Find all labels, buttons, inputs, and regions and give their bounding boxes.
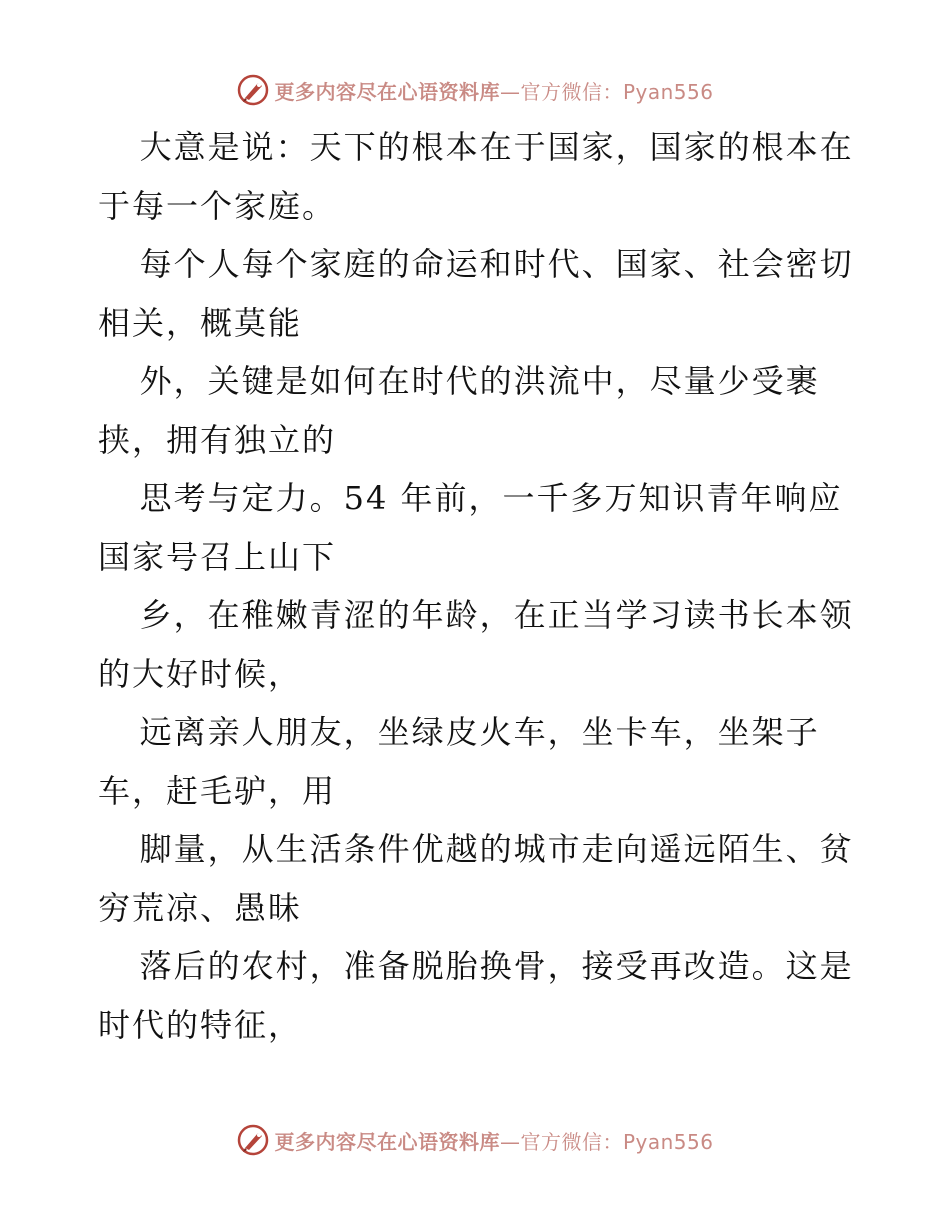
paragraph-6 (98, 703, 858, 820)
paragraph-3-line-1: 外，关键是如何在时代的洪流中，尽量少受裹 (139, 362, 820, 400)
paragraph-1-line-2: 于每一个家庭。 (98, 186, 337, 225)
paragraph-7-line-1: 脚量，从生活条件优越的城市走向遥远陌生、贫 (139, 830, 854, 868)
paragraph-5-line-2: 的大好时候， (98, 654, 303, 693)
header-banner (0, 70, 950, 110)
footer-text (274, 1126, 713, 1155)
paragraph-4 (98, 469, 858, 586)
paragraph-2-line-2: 相关，概莫能 (98, 303, 303, 342)
quill-pen-circle-icon (236, 73, 270, 107)
paragraph-3-line-2: 挟，拥有独立的 (98, 420, 337, 459)
paragraph-7-line-2: 穷荒凉、愚昧 (98, 888, 303, 927)
header-wechat-text: —官方微信：Pyan556 (499, 79, 714, 104)
header-text (274, 76, 713, 105)
paragraph-8-line-2: 时代的特征， (98, 1005, 303, 1044)
paragraph-1-line-1: 大意是说：天下的根本在于国家，国家的根本在 (139, 128, 854, 166)
paragraph-1 (98, 118, 858, 235)
footer-brand-text: 更多内容尽在心语资料库 (274, 1129, 500, 1154)
paragraph-6-line-2: 车，赶毛驴，用 (98, 771, 337, 810)
paragraph-7 (98, 820, 858, 937)
paragraph-3 (98, 352, 858, 469)
paragraph-6-line-1: 远离亲人朋友，坐绿皮火车，坐卡车，坐架子 (139, 713, 820, 751)
paragraph-5 (98, 586, 858, 703)
paragraph-5-line-1: 乡，在稚嫩青涩的年龄，在正当学习读书长本领 (139, 596, 854, 634)
quill-pen-circle-icon (236, 1123, 270, 1157)
paragraph-2-line-1: 每个人每个家庭的命运和时代、国家、社会密切 (139, 245, 854, 283)
paragraph-4-line-2: 国家号召上山下 (98, 537, 337, 576)
paragraph-8 (98, 937, 858, 1054)
footer-wechat-text: —官方微信：Pyan556 (499, 1129, 714, 1154)
header-brand-text: 更多内容尽在心语资料库 (274, 79, 500, 104)
paragraph-2 (98, 235, 858, 352)
document-body (98, 118, 858, 1054)
footer-banner (0, 1120, 950, 1160)
paragraph-8-line-1: 落后的农村，准备脱胎换骨，接受再改造。这是 (139, 947, 854, 985)
paragraph-4-line-1: 思考与定力。54 年前，一千多万知识青年响应 (139, 479, 843, 517)
